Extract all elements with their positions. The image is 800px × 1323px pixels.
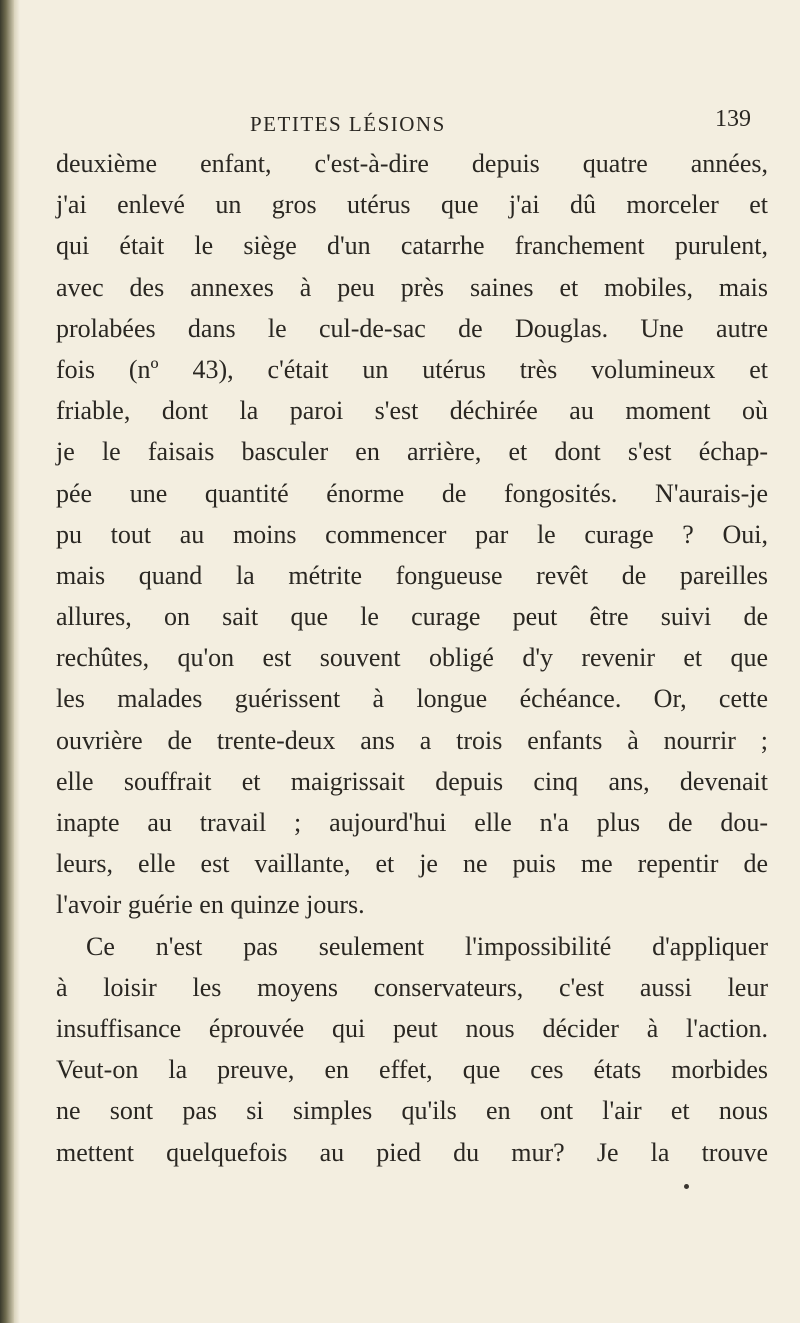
text-line: je le faisais basculer en arrière, et dont s'est échap- bbox=[56, 437, 768, 467]
text-line: mettent quelquefois au pied du mur? Je la trouve bbox=[56, 1137, 768, 1167]
text-line: à loisir les moyens conservateurs, c'est aussi leur bbox=[56, 972, 768, 1002]
running-head: PETITES LÉSIONS bbox=[250, 112, 446, 136]
text-line: friable, dont la paroi s'est déchirée au moment où bbox=[56, 396, 768, 426]
paragraph-start-line: Ce n'est pas seulement l'impossibilité d'appliquer bbox=[86, 931, 768, 961]
page-number: 139 bbox=[715, 106, 751, 132]
text-line: elle souffrait et maigrissait depuis cinq ans, devenait bbox=[56, 766, 768, 796]
text-line: j'ai enlevé un gros utérus que j'ai dû morceler et bbox=[56, 190, 768, 220]
text-line: allures, on sait que le curage peut être suivi de bbox=[56, 602, 768, 632]
page-edge bbox=[14, 0, 20, 1323]
text-line: insuffisance éprouvée qui peut nous décider à l'action. bbox=[56, 1013, 768, 1043]
text-line: Veut-on la preuve, en effet, que ces états morbides bbox=[56, 1055, 768, 1085]
text-line: qui était le siège d'un catarrhe franchement purulent, bbox=[56, 231, 768, 261]
text-line: ne sont pas si simples qu'ils en ont l'air et nous bbox=[56, 1096, 768, 1126]
text-line: inapte au travail ; aujourd'hui elle n'a plus de dou- bbox=[56, 808, 768, 837]
ink-speck bbox=[684, 1184, 689, 1189]
body-text bbox=[56, 143, 768, 1173]
text-line: prolabées dans le cul-de-sac de Douglas. Une autre bbox=[56, 313, 768, 343]
paragraph-end-line: l'avoir guérie en quinze jours. bbox=[56, 890, 365, 920]
text-line: leurs, elle est vaillante, et je ne puis me repentir de bbox=[56, 849, 768, 879]
text-line: mais quand la métrite fongueuse revêt de pareilles bbox=[56, 560, 768, 590]
text-line: rechûtes, qu'on est souvent obligé d'y revenir et que bbox=[56, 643, 768, 673]
text-line: pée une quantité énorme de fongosités. N'aurais-je bbox=[56, 478, 768, 508]
text-line: deuxième enfant, c'est-à-dire depuis quatre années, bbox=[56, 149, 768, 178]
text-line: ouvrière de trente-deux ans a trois enfants à nourrir ; bbox=[56, 725, 768, 755]
text-line: les malades guérissent à longue échéance. Or, cette bbox=[56, 684, 768, 714]
book-spine-shadow bbox=[0, 0, 14, 1323]
text-line: pu tout au moins commencer par le curage ? Oui, bbox=[56, 519, 768, 549]
text-line: avec des annexes à peu près saines et mobiles, mais bbox=[56, 272, 768, 302]
text-line: fois (nº 43), c'était un utérus très volumineux et bbox=[56, 354, 768, 384]
